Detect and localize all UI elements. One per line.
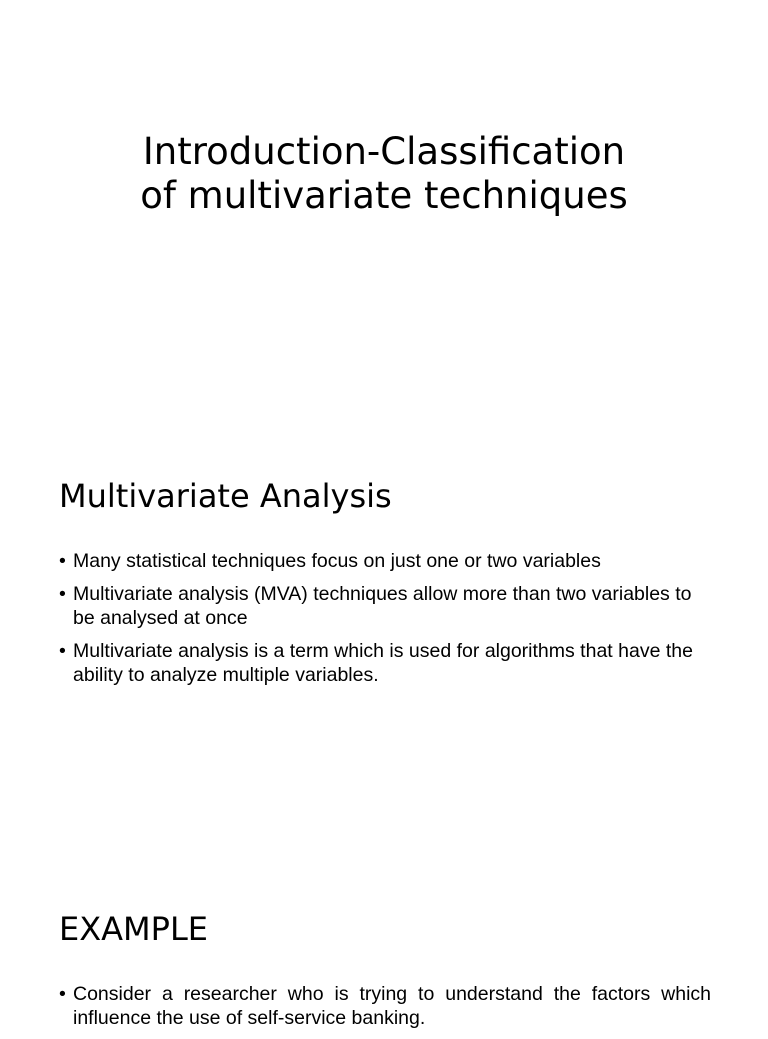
- bullet-text: Many statistical techniques focus on just one or two variables: [73, 550, 601, 572]
- bullet-icon: •: [59, 640, 66, 662]
- bullet-text: Multivariate analysis (MVA) techniques allow more than two variables to be analysed at once: [73, 583, 692, 629]
- example-bullet-list: [59, 982, 711, 1039]
- bullet-text: Consider a researcher who is trying to understand the factors which influence the use of self-service banking.: [73, 983, 711, 1029]
- bullet-text: Multivariate analysis is a term which is used for algorithms that have the ability to analyze multiple variables.: [73, 640, 693, 686]
- mva-bullet-list: [59, 549, 711, 696]
- list-item: [59, 582, 711, 630]
- title-slide: [0, 0, 768, 432]
- list-item: [59, 549, 711, 573]
- list-item: [59, 639, 711, 687]
- slide-title: [0, 130, 768, 218]
- bullet-icon: •: [59, 550, 66, 572]
- bullet-icon: •: [59, 983, 66, 1005]
- bullet-icon: •: [59, 583, 66, 605]
- slide-title-line-2: of multivariate techniques: [140, 174, 628, 217]
- mva-heading: Multivariate Analysis: [59, 477, 392, 515]
- example-heading: EXAMPLE: [59, 910, 208, 948]
- list-item: [59, 982, 711, 1030]
- slide-title-line-1: Introduction-Classification: [142, 130, 626, 173]
